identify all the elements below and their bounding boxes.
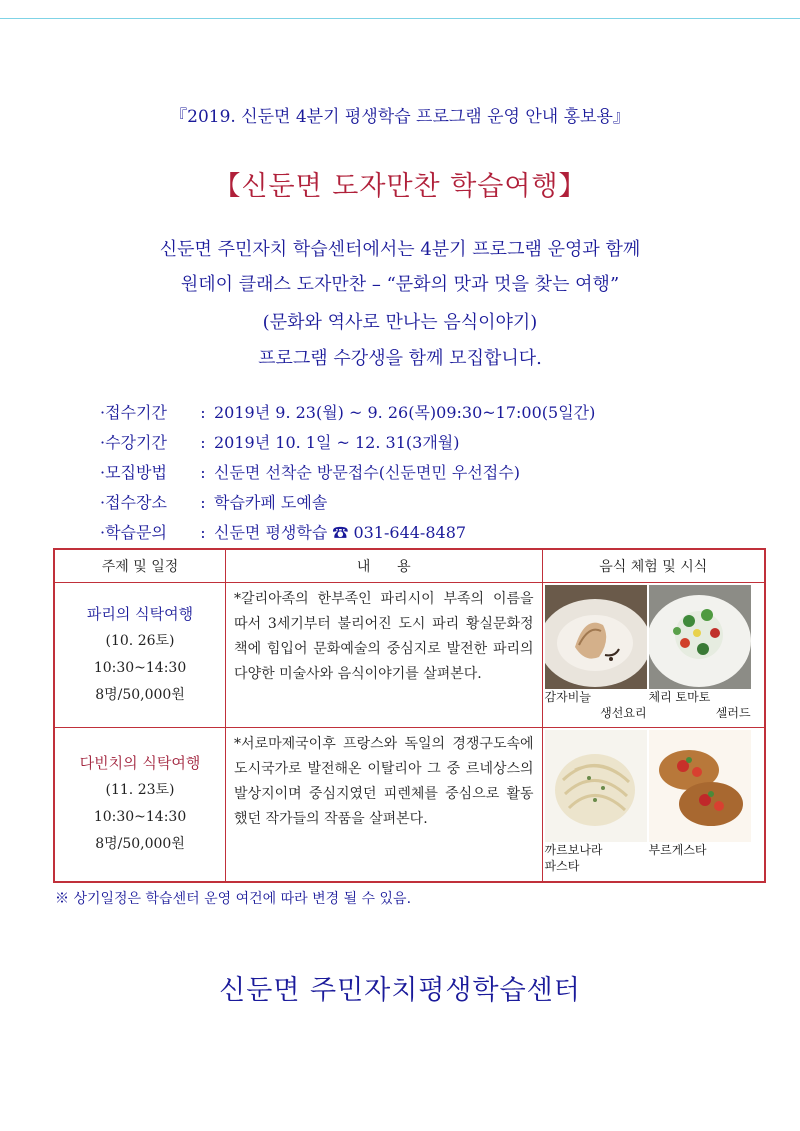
header-content: 내 용 [226, 549, 543, 583]
table-header-row [54, 549, 765, 583]
tomato-salad-photo [649, 585, 751, 689]
intro-line: 프로그램 수강생을 함께 모집합니다. [258, 348, 542, 369]
topic-cell [54, 728, 226, 882]
page-title: 【신둔면 도자만찬 학습여행】 [213, 171, 587, 202]
caption-line1: 부르게스타 [648, 843, 707, 857]
info-colon: : [200, 403, 206, 422]
food-caption [545, 689, 647, 721]
schedule-table [53, 548, 766, 883]
topic-capacity: 8명/50,000원 [95, 687, 185, 703]
info-place [100, 490, 327, 513]
intro-line: 신둔면 주민자치 학습센터에서는 4분기 프로그램 운영과 함께 [159, 239, 641, 260]
carbonara-photo [545, 730, 647, 842]
info-colon: : [200, 523, 206, 542]
caption-line2: 생선요리 [600, 706, 647, 720]
food-figure [649, 730, 751, 866]
caption-line2: 파스타 [544, 859, 580, 873]
caption-line1: 체리 토마토 [648, 690, 711, 704]
food-cell [542, 583, 765, 728]
intro-line: 원데이 클래스 도자만찬 – “문화의 맛과 멋을 찾는 여행” [180, 274, 620, 295]
info-value: 2019년 9. 23(월) ~ 9. 26(목)09:30~17:00(5일간) [214, 403, 596, 422]
content-cell: *서로마제국이후 프랑스와 독일의 경쟁구도속에 도시국가로 발전해온 이탈리아 그 중 르네상스의 발상지이며 중심지였던 피렌체를 중심으로 활동했던 작가들의 작품을 살펴본다. [226, 728, 543, 882]
info-period [100, 400, 595, 423]
content-cell: *갈리아족의 한부족인 파리시이 부족의 이름을 따서 3세기부터 불리어진 도시 파리 황실문화정책에 힘입어 문화예술의 중심지로 발전한 파리의 다양한 미술사와 음식이야기를 살펴본다. [226, 583, 543, 728]
organization-footer: 신둔면 주민자치평생학습센터 [219, 975, 581, 1006]
info-colon: : [200, 463, 206, 482]
caption-line1: 감자비늘 [544, 690, 591, 704]
info-label: ·모집방법 [100, 463, 167, 482]
topic-capacity: 8명/50,000원 [95, 836, 185, 853]
caption-line2: 셀러드 [715, 706, 751, 720]
top-divider [0, 18, 800, 19]
table-row [54, 728, 765, 882]
table-row [54, 583, 765, 728]
bruschetta-photo [649, 730, 751, 842]
info-colon: : [200, 433, 206, 452]
food-caption [649, 689, 751, 721]
info-course-period [100, 430, 459, 453]
food-cell [542, 728, 765, 882]
info-label: ·수강기간 [100, 433, 167, 452]
food-caption [545, 842, 647, 874]
info-contact [100, 520, 466, 543]
info-colon: : [200, 493, 206, 512]
topic-date: (10. 26토) [105, 633, 175, 649]
info-value: 신둔면 평생학습 ☎ 031-644-8487 [214, 523, 467, 542]
food-figure [544, 730, 647, 873]
food-figure [545, 585, 647, 721]
topic-date: (11. 23토) [105, 782, 175, 799]
food-figure [649, 585, 751, 721]
fish-dish-photo [545, 585, 647, 689]
header-topic: 주제 및 일정 [54, 549, 226, 583]
info-value: 신둔면 선착순 방문접수(신둔면민 우선접수) [214, 463, 520, 482]
info-label: ·접수기간 [100, 403, 167, 422]
topic-time: 10:30~14:30 [93, 660, 187, 676]
info-value: 2019년 10. 1일 ~ 12. 31(3개월) [214, 433, 460, 452]
info-label: ·접수장소 [100, 493, 167, 512]
promo-title: 『2019. 신둔면 4분기 평생학습 프로그램 운영 안내 홍보용』 [170, 107, 630, 127]
caption-line1: 까르보나라 [544, 843, 603, 857]
topic-name: 파리의 식탁여행 [86, 605, 194, 623]
header-food: 음식 체험 및 시식 [542, 549, 765, 583]
topic-name: 다빈치의 식탁여행 [79, 754, 201, 773]
intro-line: (문화와 역사로 만나는 음식이야기) [262, 312, 538, 333]
info-value: 학습카페 도예솔 [214, 493, 328, 512]
info-method [100, 460, 520, 483]
food-caption [649, 842, 751, 858]
schedule-note: ※ 상기일정은 학습센터 운영 여건에 따라 변경 될 수 있음. [55, 891, 412, 907]
topic-time: 10:30~14:30 [93, 809, 187, 826]
topic-cell [54, 583, 226, 728]
info-label: ·학습문의 [100, 523, 167, 542]
